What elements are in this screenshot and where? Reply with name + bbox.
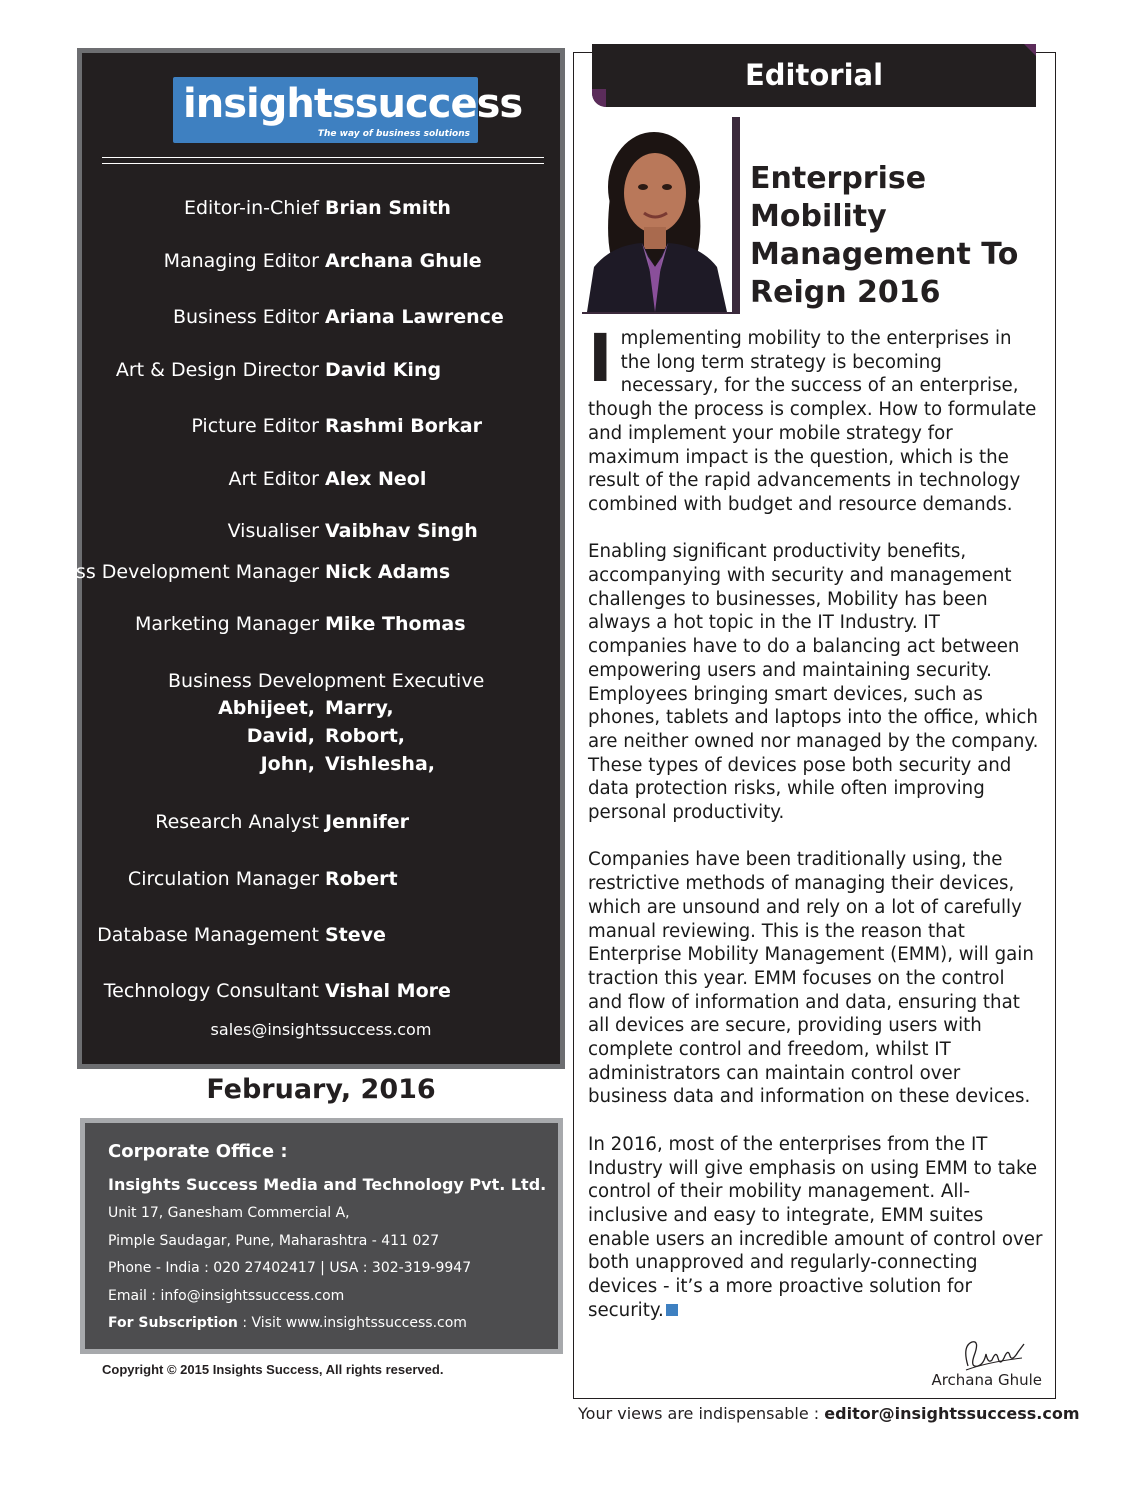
staff-row bbox=[82, 610, 560, 638]
staff-row bbox=[82, 356, 560, 384]
sales-email: sales@insightssuccess.com bbox=[210, 1020, 432, 1039]
staff-role: Managing Editor bbox=[163, 250, 319, 272]
logo-wordmark: insightssuccess bbox=[183, 81, 523, 127]
drop-cap: I bbox=[588, 320, 613, 397]
masthead-panel bbox=[11, 48, 565, 1069]
banner-accent bbox=[1024, 44, 1036, 56]
issue-date: February, 2016 bbox=[206, 1074, 436, 1105]
phone-line: Phone - India : 020 27402417 | USA : 302-319-9947 bbox=[108, 1260, 472, 1276]
end-mark-icon bbox=[666, 1304, 678, 1316]
staff-name: David King bbox=[325, 359, 442, 381]
bde-role: Business Development Executive bbox=[168, 670, 485, 692]
article-body bbox=[588, 320, 1044, 1346]
bde-name: David, bbox=[246, 725, 315, 747]
corporate-office-box bbox=[80, 1118, 563, 1354]
bde-name: Robort, bbox=[325, 725, 406, 747]
staff-role: Business Editor bbox=[172, 306, 319, 328]
staff-role: Database Management bbox=[97, 924, 319, 946]
bde-name: Abhijeet, bbox=[218, 697, 315, 719]
staff-row bbox=[11, 558, 560, 586]
staff-role: Technology Consultant bbox=[103, 980, 319, 1002]
article-title-line: Enterprise Mobility bbox=[750, 161, 927, 234]
bde-role-row bbox=[82, 667, 560, 695]
staff-name: Robert bbox=[325, 868, 398, 890]
feedback-label: Your views are indispensable : bbox=[578, 1404, 825, 1423]
staff-name: Rashmi Borkar bbox=[325, 415, 482, 437]
staff-role: Art & Design Director bbox=[115, 359, 319, 381]
staff-role: Editor-in-Chief bbox=[183, 197, 319, 219]
staff-row bbox=[82, 412, 560, 440]
signature-icon bbox=[958, 1336, 1028, 1376]
staff-row bbox=[82, 247, 560, 275]
staff-role: Business Development Manager bbox=[11, 561, 319, 583]
editor-portrait bbox=[582, 117, 740, 314]
insights-success-logo bbox=[173, 77, 523, 143]
staff-row bbox=[82, 303, 560, 331]
subscription-line bbox=[108, 1315, 467, 1331]
staff-row bbox=[82, 194, 560, 222]
subscription-text: : Visit www.insightssuccess.com bbox=[237, 1315, 467, 1331]
staff-name: Mike Thomas bbox=[325, 613, 466, 635]
bde-name: Vishlesha, bbox=[325, 753, 435, 775]
article-title-line: Reign 2016 bbox=[750, 275, 941, 310]
staff-name: Ariana Lawrence bbox=[325, 306, 504, 328]
feedback-line bbox=[578, 1404, 1080, 1423]
paragraph-text: In 2016, most of the enterprises from the IT Industry will give emphasis on using EMM to take control of their mobility management. All-inclusive and easy to integrate, EMM suites enable users an incredible amount of control over both unapproved and regularly-connecting devices - it’s a more proactive solution for security. bbox=[588, 1133, 1043, 1321]
staff-name: Alex Neol bbox=[325, 468, 427, 490]
paragraph-text: mplementing mobility to the enterprises in the long term strategy is becoming necessary, for the success of an enterprise, though the process is complex. How to formulate and implement your mobile strategy for maximum impact is the question, which is the result of the rapid advancements in technology combined with budget and resource demands. bbox=[588, 328, 1037, 515]
staff-row bbox=[82, 865, 560, 893]
masthead-divider bbox=[102, 157, 544, 164]
staff-name: Brian Smith bbox=[325, 197, 451, 219]
feedback-email: editor@insightssuccess.com bbox=[824, 1404, 1080, 1423]
article-paragraph: Enabling significant productivity benefits, accompanying with security and management challenges to businesses, Mobility has been always a hot topic in the IT Industry. IT companies have to do a balancing act between empowering users and maintaining security. Employees bringing smart devices, such as phones, tablets and laptops into the office, which are neither owned nor managed by the company. These types of devices pose both security and data protection risks, while often improving personal productivity. bbox=[588, 541, 1039, 824]
copyright-notice: Copyright © 2015 Insights Success, All rights reserved. bbox=[102, 1362, 444, 1377]
editorial-heading: Editorial bbox=[744, 58, 884, 92]
article-title bbox=[750, 160, 1050, 312]
email-line: Email : info@insightssuccess.com bbox=[108, 1288, 345, 1304]
address-line: Pimple Saudagar, Pune, Maharashtra - 411 027 bbox=[108, 1233, 440, 1249]
staff-row bbox=[82, 921, 560, 949]
corporate-title: Corporate Office : bbox=[108, 1141, 288, 1162]
article-paragraph bbox=[588, 1133, 1044, 1323]
article-paragraph: Companies have been traditionally using, the restrictive methods of managing their devices, which are unsound and rely on a lot of carefully manual reviewing. This is the reason that Enterprise Mobility Management (EMM), will gain traction this year. EMM focuses on the control and flow of information and data, ensuring that all devices are secure, providing users with complete control and freedom, whilst IT administrators can maintain control over business data and information on these devices. bbox=[588, 849, 1034, 1108]
article-title-line: Management To bbox=[750, 237, 1019, 272]
staff-role: Visualiser bbox=[227, 520, 319, 542]
staff-name: Archana Ghule bbox=[325, 250, 482, 272]
subscription-label: For Subscription bbox=[108, 1315, 238, 1331]
staff-name: Steve bbox=[325, 924, 386, 946]
article-paragraph bbox=[588, 320, 1044, 517]
staff-role: Picture Editor bbox=[191, 415, 319, 437]
editor-photo bbox=[582, 117, 732, 312]
staff-name: Vishal More bbox=[325, 980, 451, 1002]
staff-role: Art Editor bbox=[228, 468, 319, 490]
editorial-banner bbox=[592, 44, 1036, 107]
company-name: Insights Success Media and Technology Pvt. Ltd. bbox=[108, 1175, 547, 1194]
address-line: Unit 17, Ganesham Commercial A, bbox=[108, 1205, 350, 1221]
staff-row bbox=[82, 465, 560, 493]
staff-name: Vaibhav Singh bbox=[325, 520, 478, 542]
bde-name: John, bbox=[260, 753, 315, 775]
staff-role: Marketing Manager bbox=[134, 613, 319, 635]
logo-tagline: The way of business solutions bbox=[317, 129, 470, 139]
signer-name: Archana Ghule bbox=[931, 1371, 1042, 1389]
staff-role: Research Analyst bbox=[155, 811, 319, 833]
bde-name: Marry, bbox=[325, 697, 394, 719]
staff-row bbox=[82, 977, 560, 1005]
staff-role: Circulation Manager bbox=[127, 868, 319, 890]
staff-name: Jennifer bbox=[325, 811, 410, 833]
staff-name: Nick Adams bbox=[325, 561, 451, 583]
staff-row bbox=[82, 808, 560, 836]
staff-row bbox=[82, 517, 560, 545]
